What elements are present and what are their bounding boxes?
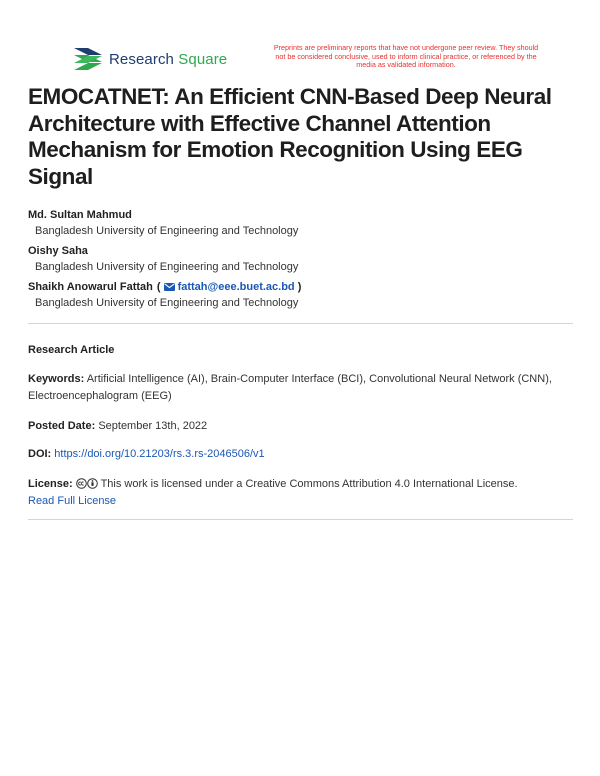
license-text: This work is licensed under a Creative Commons Attribution 4.0 International License.	[100, 478, 518, 490]
divider	[28, 323, 573, 324]
posted-date-value: September 13th, 2022	[98, 420, 208, 432]
author-affiliation: Bangladesh University of Engineering and Technology	[35, 297, 299, 309]
logo-text: Research Square	[109, 50, 228, 68]
paper-title: EMOCATNET: An Efficient CNN-Based Deep Neural Architecture with Effective Channel Attention Mechanism for Emotion Recognition Using EEG Signal	[28, 84, 552, 189]
author-name: Oishy Saha	[28, 244, 88, 257]
preprint-disclaimer: Preprints are preliminary reports that have not undergone peer review. They should not be considered conclusive, used to inform clinical practice, or referenced by the media as validated information.	[273, 43, 539, 70]
doi	[28, 446, 573, 463]
author-affiliation: Bangladesh University of Engineering and Technology	[35, 225, 299, 237]
license	[28, 476, 573, 510]
cc-icon	[76, 478, 87, 489]
posted-date	[28, 418, 573, 435]
envelope-icon	[164, 283, 175, 291]
license-label: License:	[28, 478, 73, 490]
posted-date-label: Posted Date:	[28, 420, 96, 432]
doi-label: DOI:	[28, 448, 52, 460]
author-list	[28, 206, 573, 314]
keywords-value: Artificial Intelligence (AI), Brain-Computer Interface (BCI), Convolutional Neural Network (CNN), Electroencephalogram (EEG)	[28, 373, 552, 402]
keywords-label: Keywords:	[28, 373, 85, 385]
author-email-wrapper: ( fattah@eee.buet.ac.bd )	[156, 280, 302, 293]
corresponding-author	[28, 278, 573, 296]
divider	[28, 519, 573, 520]
author-name: Md. Sultan Mahmud	[28, 208, 132, 221]
author-name: Shaikh Anowarul Fattah	[28, 280, 153, 293]
keywords	[28, 371, 573, 405]
doi-link[interactable]: https://doi.org/10.21203/rs.3.rs-2046506/v1	[54, 448, 265, 460]
research-square-logo-icon	[74, 48, 102, 70]
read-full-license-link[interactable]: Read Full License	[28, 495, 117, 507]
author-affiliation: Bangladesh University of Engineering and Technology	[35, 261, 299, 273]
author-email-link[interactable]: fattah@eee.buet.ac.bd	[177, 280, 295, 293]
article-type: Research Article	[28, 344, 115, 356]
research-square-logo[interactable]	[74, 48, 227, 70]
cc-by-icon	[87, 478, 98, 489]
